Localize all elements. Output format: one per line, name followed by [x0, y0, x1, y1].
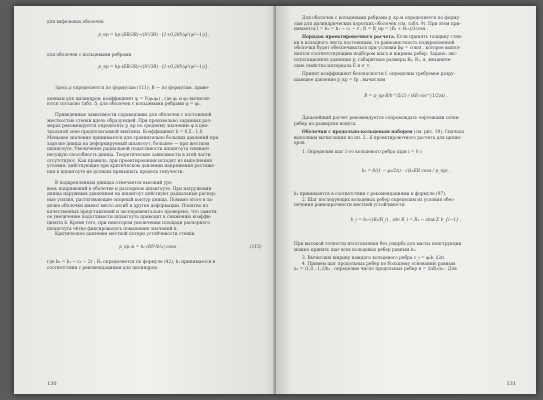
formula-bi: b_i = b₁·√(R₁/R_i) , где R_i = R₁ − sinα·Σ b_{i−1} . — [350, 218, 462, 223]
paragraph-r1: Для оболочек с кольцевыми ребрами p_кр.м определяется по форму- лам для цилиндрических коротких оболочек (см. табл. 9). При этом при- нимается l = b₂ = b₁ − c₁ − r ; R = R_пр = (R₁ + R₁₁)/2cosα . — [294, 16, 461, 33]
formula-waffle: p_кр = kp·(EB/3R)·√(h⁵/3R) · [1+0,28∜(φ²(ψ²−1))] ; — [98, 33, 210, 38]
heading-ring-stringer: Оболочки с продольно-кольцевым набором — [302, 130, 413, 135]
equation-number-115: (115) — [250, 245, 262, 250]
paragraph-4: где b₀ = b₁ − c₁ − 2r ; R₁ определяется по формуле (42); k₁ принимается в соответствии с рекомендациями для цилиндров. — [47, 260, 216, 271]
right-page — [276, 6, 536, 394]
formula-115: p_кр.м = k₁·(Eδ²/b²₀) cosα , — [119, 245, 179, 250]
heading-design-calc: Порядок проектировочного расчета. — [302, 35, 396, 40]
page-number-right: 131 — [506, 381, 516, 388]
paragraph-r8: При высокой точности изготовления без ущерба для массы конструкции можно принять шаг всех кольцевых ребер равным b₁. — [294, 242, 462, 253]
paragraph-3: В подкрепленных днищах отмечается высокий уро- вень напряжений в оболочке и распорном шпангоуте. При нагружении днища наружным давлением на шпангоут действуют радиальные распор- ные усилия, растягивающие опорный контур днища. Помимо этого в за- делке оболочки имеют место изгиб и другие деформации. Понятно из качественных представлений и экспериментально проверено, что заметн- ое увеличение податливости шпангоута приводит к снижению коэффи- циента k. Кроме того, при некотором увеличении площади распорного шпангоута чётко фиксировалось повышение значений k. Критическое давление местной потери устойчивости стенки — [47, 181, 218, 238]
paragraph-r7: k₁ принимается в соответствии с рекомендациями к формуле (97). 2. Шаг последующих кольцевых ребер определим из условия обес- печения равнопрочности местной устойчивости — [294, 192, 456, 209]
paragraph-r3: Принят коэффициент безопасности f, определим требуемое разру- шающее давление p_кр = fp , вычислим — [294, 72, 456, 83]
paragraph-2: Приведенные зависимости справедливы для оболочек с постоянной жесткостью стенки вдоль образующей. При произвольно заданных раз- мерах рекомендуется определять p_кр по среднему значению φ в цен- тральной зоне предполагаемой вмятины. Коэффициент k = 0,5...1,0. Меньшее значение принимается для сравнительно больших давлений при заделке днища на деформируемый шпангоут, большее — при жестком шпангоуте. Увеличение радиальной податливости шпангоута снижает несущую способность днища. Теоретические зависимости в этой части отсутствуют. Как правило, при проектировании исходят из выполнения условия: действующие при критическом давлении напряжения растяже- ния в шпангоуте не должны превышать предела текучести. — [47, 113, 219, 176]
formula-ring: p_кр = kp·(EB/3R)·√(h⁵/3R) · [1+0,28∜(φ²(ψ²−1))] . — [98, 65, 210, 70]
formula-B: B = p_кр·R/h^(5/2) / (kE·cos^(1/2)α) . — [364, 94, 448, 99]
paragraph-r9: 3. Вычислим ширину каждого кольцевого ребра c_i = φ₂b_i/2π . 4. Примем шаг продольных ребер по большему основанию равным a₁ = (1,0...1,2)b₁ , определим число продольных ребер n = 2πR₁/a₁ . Для — [294, 256, 457, 273]
paragraph-r4: Дальнейший расчет рекомендуется сопровождать чертежами сетки ребер на развертке конуса. — [294, 116, 459, 127]
text-ring-shells: для оболочек с кольцевыми ребрами — [47, 53, 132, 58]
step-1: 1. Определим шаг 1-го кольцевого ребра (при i = 0 ) — [302, 150, 422, 155]
paragraph-1: Здесь ρ определяется по формулам (111); B — по формулам, приве- денным для цилиндров; коэффициент ψ = ∜(φ₁φ₂) , где φ₁ и φ₂ вычисля- ются согласно табл. 5; для оболочек с кольцевыми ребрами φ = φ₂. — [47, 86, 211, 108]
book-spread — [14, 6, 536, 394]
page-number-left: 130 — [47, 381, 57, 388]
paragraph-r2: Порядок проектировочного расчета. Если принять толщину стен- ки в исходного листа постоянным, то равножесткость подкрепленной оболочки будет обеспечиваться при условии βφ = const , которое выпол- няется соответствующим подбором шага и ширины ребер. Задано: экс- плуатационное давление p, габаритные размеры R₀, R₁, α, механиче- ские свойства материала E и σ_т. — [294, 35, 463, 69]
text-waffle-shells: для вафельных оболочек — [47, 20, 104, 25]
formula-b1: b₁ = δ/(1 − φ₁/2π) · √(k₁ER cosα / p_кр) , — [361, 169, 451, 174]
left-page — [14, 6, 276, 394]
paragraph-r5: Оболочки с продольно-кольцевым набором (см. рис. 19). Сначала выполним вычисления по пп. 2...6 проектировочного расчета для цилин- дров. — [294, 130, 465, 147]
